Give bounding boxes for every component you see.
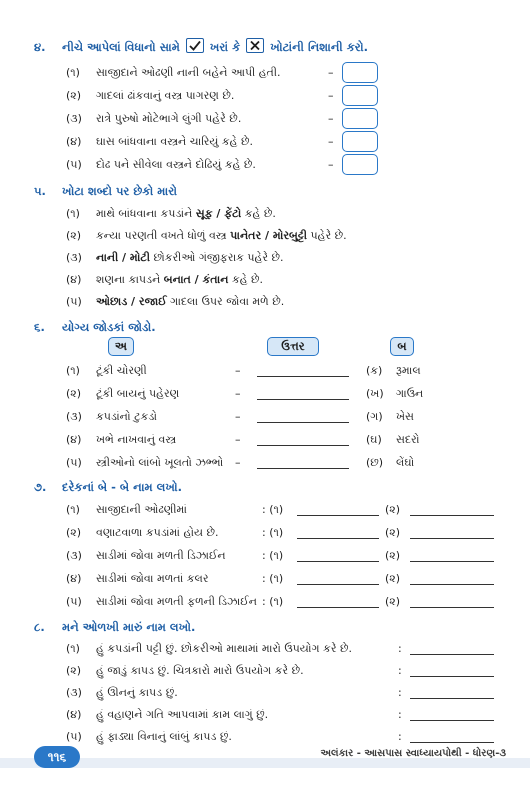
list-item: (૨) ગાદલાં ઢાંકવાનું વસ્ત્ર પાગરણ છે. [66,89,235,102]
option-2-label: (૨) [385,503,401,516]
column-a-header: અ [108,337,134,356]
dash: – [235,456,241,469]
option-1-label: : (૧) [262,572,284,585]
answer-line[interactable] [410,654,494,655]
section-7-title: ૭. દરેકનાં બે - બે નામ લખો. [34,480,183,494]
section-4-title-a: નીચે આપેલાં વિધાનો સામે [62,40,180,54]
option-2-label: (૨) [385,526,401,539]
page-number: ૧૧૬ [34,746,80,768]
list-item: (૨) હું જાડું કાપડ છું. ચિત્રકારો મારો ઉપયોગ કરે છે. [66,664,304,677]
answer-box[interactable] [342,131,378,152]
list-item: (૩) સાડીમાં જોવા મળતી ડિઝાઈન [66,549,226,562]
answer-line[interactable] [257,376,349,377]
list-item: (૧) માથે બાંધવાના કપડાંને સૂફ / ફેંટો કહે છે. [66,207,276,220]
list-item: (૪) હું વહાણને ગતિ આપવામાં કામ લાગું છું. [66,708,269,721]
answer-line[interactable] [410,720,494,721]
list-item: (૫) હું ફાડ્યા વિનાનું લાંબું કાપડ છું. [66,730,232,743]
match-option: (ક) રૂમાલ [366,364,421,377]
answer-line[interactable] [410,584,494,585]
answer-box[interactable] [342,85,378,106]
match-row: (૪) ખભે નાખવાનું વસ્ત્ર [66,433,177,446]
list-item: (૩) રાત્રે પુરુષો મોટેભાગે લુંગી પહેરે છે. [66,112,242,125]
option-1-label: : (૧) [262,549,284,562]
option-1-label: : (૧) [262,503,284,516]
answer-box[interactable] [342,62,378,83]
answer-line[interactable] [297,607,379,608]
list-item: (૩) હું ઊનનું કાપડ છું. [66,686,178,699]
section-4-title-c: ખોટાંની નિશાની કરો. [270,40,368,54]
section-6-title: ૬. યોગ્ય જોડકાં જોડો. [34,320,156,334]
answer-line[interactable] [257,422,349,423]
choice-words[interactable]: સૂફ / ફેંટો [195,207,242,220]
dash: – [328,135,334,148]
colon: : [398,664,402,677]
section-4-title [34,38,368,55]
choice-words[interactable]: બનાત / કંતાન [163,273,229,286]
colon: : [398,708,402,721]
colon: : [398,730,402,743]
section-number: ૬. [34,320,45,334]
answer-box[interactable] [342,154,378,175]
column-b-header: બ [390,337,414,356]
choice-words[interactable]: ઓછાડ / રજાઈ [96,295,167,308]
answer-line[interactable] [410,561,494,562]
answer-line[interactable] [410,515,494,516]
list-item: (૪) શણના કાપડને બનાત / કંતાન કહે છે. [66,273,264,286]
match-row: (૩) કપડાંનો ટુકડો [66,410,158,423]
option-2-label: (૨) [385,549,401,562]
list-item: (૫) સાડીમાં જોવા મળતી ફળની ડિઝાઈન [66,595,257,608]
answer-line[interactable] [297,538,379,539]
match-option: (ગ) ખેસ [366,410,414,423]
section-8-title: ૮. મને ઓળખી મારું નામ લખો. [34,620,196,634]
match-row: (૧) ટૂંકી ચોરણી [66,364,147,377]
list-item: (૨) કન્યા પરણતી વખતે ધોળું વસ્ત્ર પાનેતર / મોરબુટ્ટી પહેરે છે. [66,229,347,242]
cross-mark-icon [246,38,264,53]
list-item: (૪) સાડીમાં જોવા મળતાં કલર [66,572,209,585]
option-2-label: (૨) [385,595,401,608]
section-number: ૫. [34,184,46,198]
dash: – [235,364,241,377]
list-item: (૫) દોઢ પને સીવેલા વસ્ત્રને દોઢિયું કહે છે. [66,158,256,171]
answer-line[interactable] [410,607,494,608]
answer-column-header: ઉત્તર [267,337,319,356]
section-number: ૮. [34,620,45,634]
section-5-title: ૫. ખોટા શબ્દો પર છેકો મારો [34,184,178,198]
match-option: (છ) લેંઘો [366,456,415,469]
section-number: ૪. [34,40,46,54]
colon: : [398,686,402,699]
answer-line[interactable] [257,399,349,400]
colon: : [398,642,402,655]
list-item: (૨) વણાટવાળા કપડાંમાં હોય છે. [66,526,219,539]
match-row: (૫) સ્ત્રીઓનો લાંબો ખૂલતો ઝભ્ભો [66,456,224,469]
dash: – [328,112,334,125]
dash: – [328,89,334,102]
check-mark-icon [186,38,204,53]
answer-line[interactable] [410,698,494,699]
dash: – [235,387,241,400]
match-option: (ઘ) સદરો [366,433,420,446]
dash: – [328,158,334,171]
section-4-title-b: ખરાં કે [209,40,241,54]
answer-box[interactable] [342,108,378,129]
option-1-label: : (૧) [262,526,284,539]
answer-line[interactable] [410,538,494,539]
list-item: (૫) ઓછાડ / રજાઈ ગાદલા ઉપર જોવા મળે છે. [66,295,285,308]
list-item: (૧) સાજીદાની ઓઢણીમાં [66,503,187,516]
match-row: (૨) ટૂંકી બાયનું પહેરણ [66,387,180,400]
book-title: અલંકાર - આસપાસ સ્વાધ્યાયપોથી - ધોરણ-૩ [320,748,506,759]
list-item: (૧) હું કપડાંની પટ્ટી છું. છોકરીઓ માથામાં મારો ઉપયોગ કરે છે. [66,642,353,655]
answer-line[interactable] [297,515,379,516]
answer-line[interactable] [410,676,494,677]
choice-words[interactable]: પાનેતર / મોરબુટ્ટી [230,229,307,242]
option-2-label: (૨) [385,572,401,585]
match-option: (ખ) ગાઉન [366,387,424,400]
dash: – [235,433,241,446]
list-item: (૩) નાની / મોટી છોકરીઓ ગંજીફરાક પહેરે છે. [66,251,284,264]
answer-line[interactable] [257,468,349,469]
answer-line[interactable] [297,561,379,562]
answer-line[interactable] [297,584,379,585]
answer-line[interactable] [410,742,494,743]
answer-line[interactable] [257,445,349,446]
dash: – [328,66,334,79]
option-1-label: : (૧) [262,595,284,608]
list-item: (૪) ઘાસ બાંધવાના વસ્ત્રને ચારિયું કહે છે. [66,135,253,148]
list-item: (૧) સાજીદાને ઓઢણી નાની બહેને આપી હતી. [66,66,281,79]
dash: – [235,410,241,423]
section-number: ૭. [34,480,47,494]
choice-words[interactable]: નાની / મોટી [96,251,150,264]
